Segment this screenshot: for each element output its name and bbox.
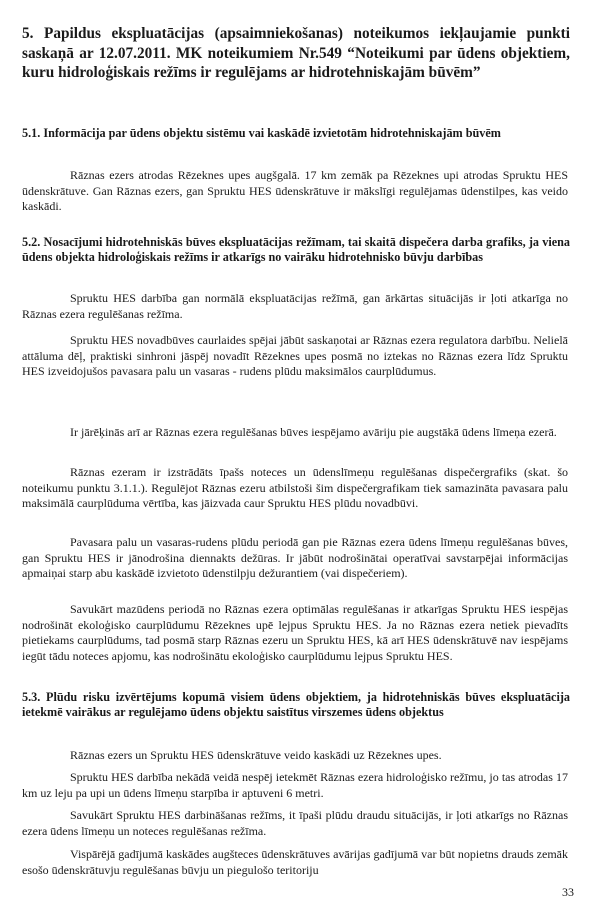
paragraph: Savukārt Spruktu HES darbināšanas režīms, it īpaši plūdu draudu situācijās, ir ļoti atkarīgs no Rāznas ezera ūdens līmeņu un noteces regulēšanas režīma.: [22, 808, 568, 838]
paragraph: Savukārt mazūdens periodā no Rāznas ezera optimālas regulēšanas ir atkarīgas Spruktu HES iespējas nodrošināt ekoloģisko caurplūdumu Rēzeknes upē lejpus Spruktu HES. Ja no Rāznas ezera netiek pievadīts pietiekams caurplūdums, tad posmā starp Rāznas ezeru un Spruktu HES, kā arī HES ūdenskrātuvē nav iespējams iegūt tādu noteces apjomu, kas nodrošinātu ekoloģisko caurplūdumu lejpus Spruktu HES.: [22, 602, 568, 663]
paragraph: Rāznas ezers atrodas Rēzeknes upes augšgalā. 17 km zemāk pa Rēzeknes upi atrodas Spruktu HES ūdenskrātuve. Gan Rāznas ezers, gan Spruktu HES ūdenskrātuve ir mākslīgi regulējamas ūdenstilpes, kas veido kaskādi.: [22, 168, 568, 214]
paragraph: Rāznas ezeram ir izstrādāts īpašs noteces un ūdenslīmeņu regulēšanas dispečergrafiks (skat. šo noteikumu punktu 3.1.1.). Regulējot Rāznas ezeru atbilstoši šim dispečergrafikam tiek samazināta pavasara palu maksimālā caurplūduma vērtība, kas jāizvada caur Spruktu HES plūdu novadbūvi.: [22, 465, 568, 511]
paragraph: Spruktu HES novadbūves caurlaides spējai jābūt saskaņotai ar Rāznas ezera regulatora darbību. Nelielā attāluma dēļ, praktiski sinhroni jāspēj novadīt Rēzeknes upes posmā no iztekas no Rāznas ezera līdz Spruktu HES izveidojušos pavasara palu un vasaras - rudens plūdu maksimālos caurplūdumus.: [22, 333, 568, 379]
section-heading-5-3: 5.3. Plūdu risku izvērtējums kopumā visiem ūdens objektiem, ja hidrotehniskās būves ekspluatācija ietekmē vairākus ar regulējamo ūdens objektu saistītus virszemes ūdens objektus: [22, 690, 570, 719]
paragraph: Spruktu HES darbība gan normālā ekspluatācijas režīmā, gan ārkārtas situācijās ir ļoti atkarīga no Rāznas ezera regulēšanas režīma.: [22, 291, 568, 321]
page-title: 5. Papildus ekspluatācijas (apsaimniekošanas) noteikumos iekļaujamie punkti saskaņā ar 12.07.2011. MK noteikumiem Nr.549 “Noteikumi par ūdens objektiem, kuru hidroloģiskais režīms ir regulējams ar hidrotehniskajām būvēm”: [22, 25, 570, 81]
paragraph: Spruktu HES darbība nekādā veidā nespēj ietekmēt Rāznas ezera hidroloģisko režīmu, jo tas atrodas 17 km uz leju pa upi un ūdens līmeņu starpība ir aptuveni 6 metri.: [22, 770, 568, 800]
paragraph: Rāznas ezers un Spruktu HES ūdenskrātuve veido kaskādi uz Rēzeknes upes.: [70, 748, 442, 762]
section-heading-5-2: 5.2. Nosacījumi hidrotehniskās būves ekspluatācijas režīmam, tai skaitā dispečera darba grafiks, ja viena ūdens objekta hidroloģiskais režīms ir atkarīgs no vairāku hidrotehnisko būvju darbības: [22, 235, 570, 264]
paragraph: Pavasara palu un vasaras-rudens plūdu periodā gan pie Rāznas ezera ūdens līmeņu regulēšanas būves, gan Spruktu HES ir jānodrošina diennakts dežūras. Ir jābūt nodrošinātai operatīvai savstarpējai informācijas apmaiņai starp abu kaskādē izvietoto ūdenstilpju dežurantiem (vai dispečeriem).: [22, 535, 568, 581]
page-number: 33: [562, 885, 574, 899]
section-heading-5-1: 5.1. Informācija par ūdens objektu sistēmu vai kaskādē izvietotām hidrotehniskajām būvēm: [22, 126, 501, 140]
paragraph: Ir jārēķinās arī ar Rāznas ezera regulēšanas būves iespējamo avāriju pie augstākā ūdens līmeņa ezerā.: [70, 425, 557, 439]
paragraph: Vispārējā gadījumā kaskādes augšteces ūdenskrātuves avārijas gadījumā var būt nopietns drauds zemāk esošo ūdenskrātuvju regulēšanas būvju un piegulošo teritoriju: [22, 847, 568, 877]
